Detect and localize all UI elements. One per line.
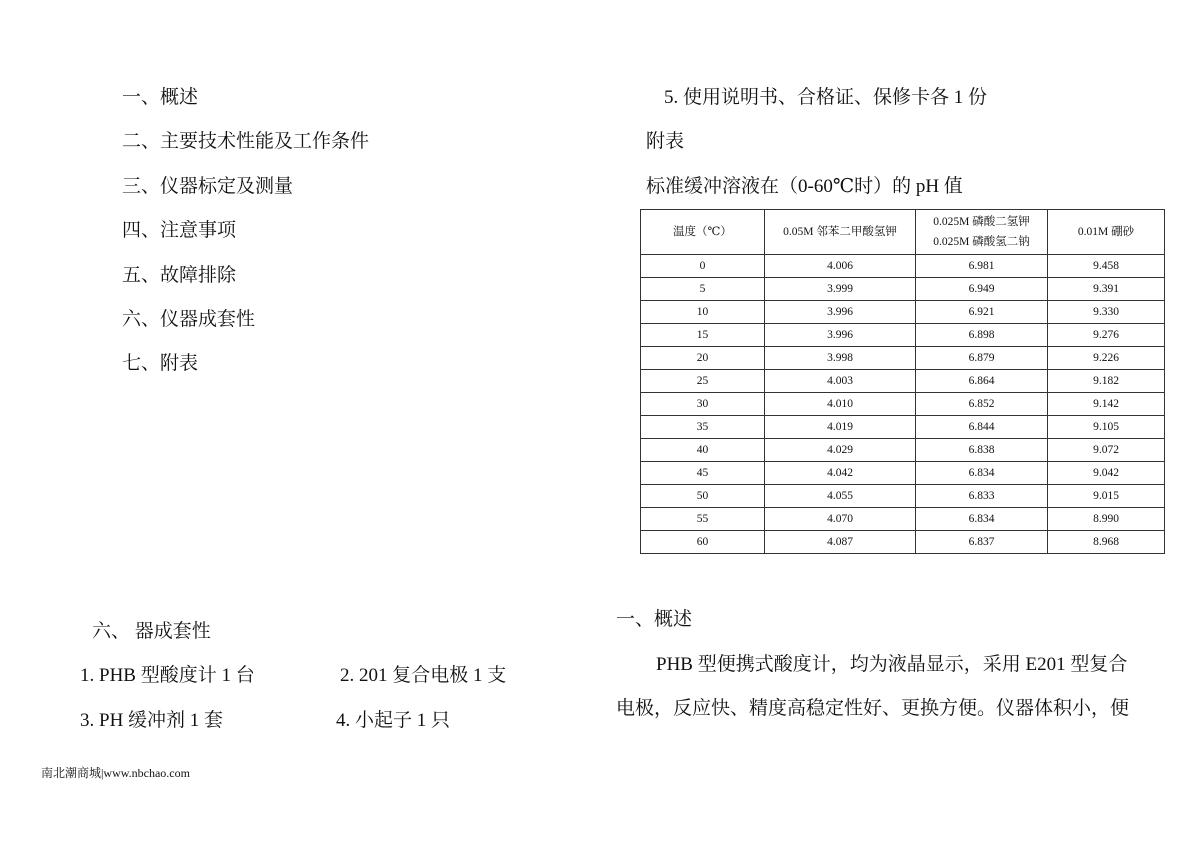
appendix-heading: 附表 [646,131,685,152]
table-cell: 4.087 [765,531,916,554]
table-cell: 4.006 [765,255,916,278]
footer-watermark: 南北潮商城|www.nbchao.com [41,766,190,780]
header-cell: 温度（℃） [641,210,765,255]
table-cell: 3.996 [765,301,916,324]
table-cell: 30 [641,393,765,416]
toc-item: 四、注意事项 [122,220,237,241]
table-cell: 55 [641,508,765,531]
table-cell: 9.182 [1048,370,1165,393]
header-cell: 0.05M 邻苯二甲酸氢钾 [765,210,916,255]
table-cell: 25 [641,370,765,393]
table-cell: 6.921 [916,301,1048,324]
table-cell: 9.142 [1048,393,1165,416]
table-cell: 6.981 [916,255,1048,278]
table-cell: 4.042 [765,462,916,485]
table-cell: 8.968 [1048,531,1165,554]
overview-heading: 一、概述 [616,609,693,630]
table-row [641,370,1165,393]
table-cell: 3.996 [765,324,916,347]
accessory-item: 4. 小起子 1 只 [336,710,451,731]
table-cell: 9.042 [1048,462,1165,485]
table-cell: 40 [641,439,765,462]
table-cell: 6.898 [916,324,1048,347]
table-cell: 50 [641,485,765,508]
table-cell: 8.990 [1048,508,1165,531]
table-cell: 4.070 [765,508,916,531]
table-cell: 15 [641,324,765,347]
table-cell: 9.458 [1048,255,1165,278]
table-cell: 6.834 [916,508,1048,531]
table-cell: 9.015 [1048,485,1165,508]
overview-text: PHB 型便携式酸度计，均为液晶显示，采用 E201 型复合 [656,654,1128,675]
table-cell: 5 [641,278,765,301]
table-cell: 4.019 [765,416,916,439]
table-cell: 4.029 [765,439,916,462]
table-cell: 4.010 [765,393,916,416]
table-cell: 6.879 [916,347,1048,370]
table-row [641,301,1165,324]
table-cell: 0 [641,255,765,278]
table-row [641,347,1165,370]
table-cell: 35 [641,416,765,439]
table-cell: 6.844 [916,416,1048,439]
table-cell: 3.998 [765,347,916,370]
table-cell: 45 [641,462,765,485]
table-cell: 4.003 [765,370,916,393]
table-row [641,531,1165,554]
table-cell: 3.999 [765,278,916,301]
table-cell: 6.949 [916,278,1048,301]
item-5: 5. 使用说明书、合格证、保修卡各 1 份 [664,87,988,108]
table-cell: 10 [641,301,765,324]
table-row [641,324,1165,347]
table-row [641,462,1165,485]
accessory-item: 2. 201 复合电极 1 支 [340,665,507,686]
accessories-heading: 六、 器成套性 [92,621,211,642]
toc-item: 五、故障排除 [122,265,237,286]
header-cell: 0.025M 磷酸二氢钾 0.025M 磷酸氢二钠 [916,210,1048,255]
table-cell: 60 [641,531,765,554]
accessory-item: 1. PHB 型酸度计 1 台 [80,665,255,686]
table-cell: 9.330 [1048,301,1165,324]
table-row [641,439,1165,462]
toc-item: 一、概述 [122,87,199,108]
table-row [641,278,1165,301]
table-cell: 9.276 [1048,324,1165,347]
table-cell: 9.391 [1048,278,1165,301]
table-cell: 9.105 [1048,416,1165,439]
toc-item: 二、主要技术性能及工作条件 [122,131,370,152]
table-cell: 6.838 [916,439,1048,462]
overview-text: 电极，反应快、精度高稳定性好、更换方便。仪器体积小，便 [616,698,1130,719]
table-cell: 6.837 [916,531,1048,554]
toc-item: 三、仪器标定及测量 [122,176,294,197]
table-cell: 6.833 [916,485,1048,508]
ph-buffer-table [640,209,1165,554]
table-title: 标准缓冲溶液在（0-60℃时）的 pH 值 [646,176,963,197]
accessory-item: 3. PH 缓冲剂 1 套 [80,710,224,731]
table-row [641,508,1165,531]
table-cell: 6.864 [916,370,1048,393]
table-row [641,255,1165,278]
table-cell: 6.834 [916,462,1048,485]
table-cell: 9.226 [1048,347,1165,370]
toc-item: 六、仪器成套性 [122,309,256,330]
table-cell: 6.852 [916,393,1048,416]
table-cell: 9.072 [1048,439,1165,462]
toc-item: 七、附表 [122,353,199,374]
table-row [641,485,1165,508]
table-row [641,416,1165,439]
header-cell: 0.01M 硼砂 [1048,210,1165,255]
table-cell: 20 [641,347,765,370]
table-cell: 4.055 [765,485,916,508]
table-row [641,393,1165,416]
